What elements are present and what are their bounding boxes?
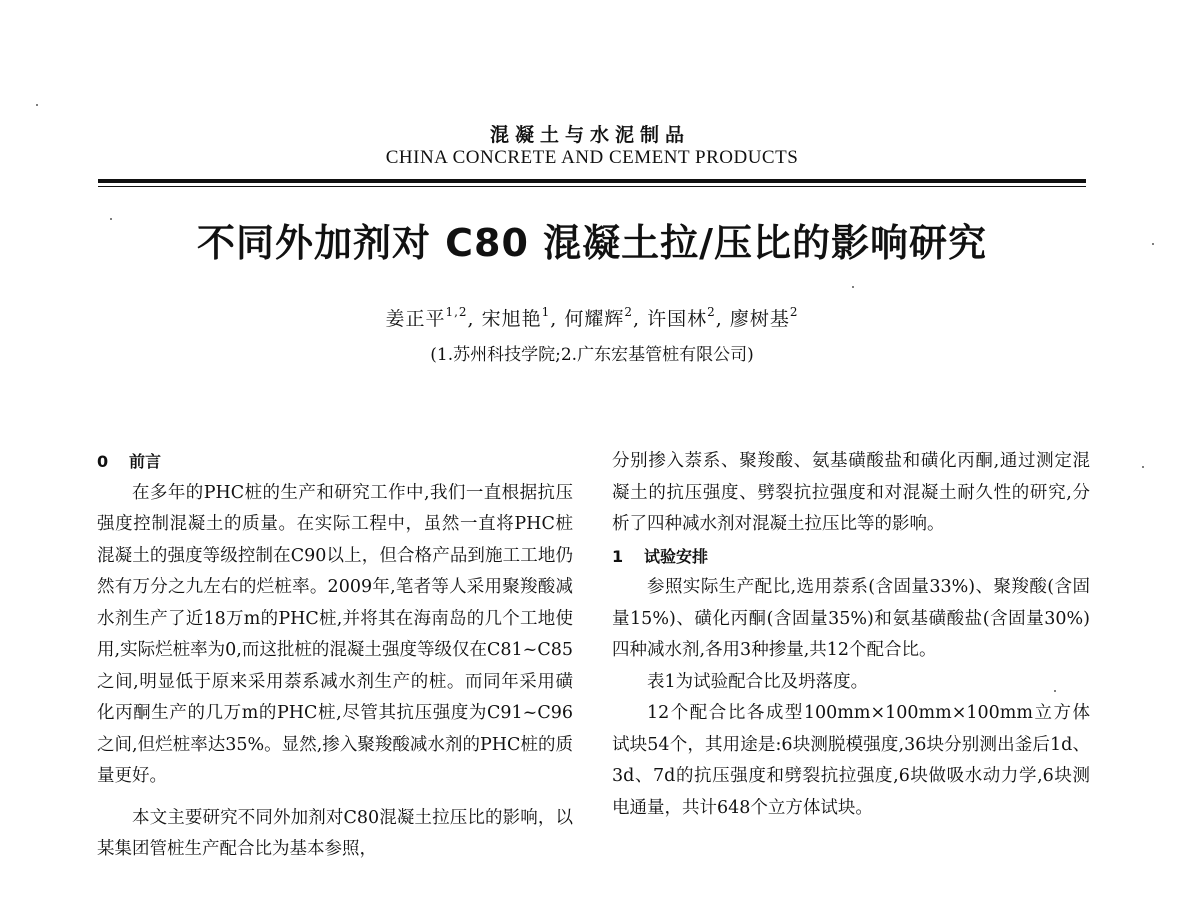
section-number: 0 <box>97 452 109 471</box>
author: 何耀辉$^2$, <box>564 304 641 330</box>
body-paragraph: 本文主要研究不同外加剂对C80混凝土拉压比的影响，以某集团管桩生产配合比为基本参照， <box>97 807 573 859</box>
scan-speck <box>1054 690 1056 692</box>
header-rule-thick <box>98 179 1086 183</box>
body-paragraph: 12个配合比各成型100mm×100mm×100mm立方体试块54个，其用途是:6块测脱模强度,36块分别测出釜后1d、3d、7d的抗压强度和劈裂抗拉强度,6块做吸水动力学,6块测电通量，共计648个立方体试块。 <box>612 703 1090 818</box>
scan-speck <box>36 104 38 106</box>
header-rule-thin <box>98 186 1086 187</box>
scan-speck <box>1142 466 1144 468</box>
author-affiliation-mark: 1,2 <box>445 304 468 319</box>
article-title: 不同外加剂对 C80 混凝土拉/压比的影响研究 <box>196 221 988 265</box>
body-paragraph: 在多年的PHC桩的生产和研究工作中,我们一直根据抗压强度控制混凝土的质量。在实际工程中，虽然一直将PHC桩混凝土的强度等级控制在C90以上，但合格产品到施工工地仍然有万分之九左右的烂桩率。2009年,笔者等人采用聚羧酸减水剂生产了近18万m的PHC桩,并将其在海南岛的几个工地使用,实际烂桩率为0,而这批桩的混凝土强度等级仅在C81~C85之间,明显低于原来采用萘系减水剂生产的桩。而同年采用磺化丙酮生产的几万m的PHC桩,尽管其抗压强度为C91~C96之间,但烂桩率达35%。显然,掺入聚羧酸减水剂的PHC桩的质量更好。 <box>97 482 573 786</box>
journal-name-en: CHINA CONCRETE AND CEMENT PRODUCTS <box>385 147 799 168</box>
body-paragraph: 参照实际生产配比,选用萘系(含固量33%)、聚羧酸(含固量15%)、磺化丙酮(含固量35%)和氨基磺酸盐(含固量30%)四种减水剂,各用3种掺量,共12个配合比。 <box>612 577 1090 660</box>
section-heading-introduction <box>97 446 573 478</box>
author: 廖树基$^2$ <box>729 304 799 330</box>
section-heading-experiment <box>612 541 1090 573</box>
scan-speck <box>1152 243 1154 245</box>
scan-speck <box>110 218 112 220</box>
left-column <box>97 446 573 866</box>
author-affiliation-mark: 1 <box>541 304 551 319</box>
author-list <box>0 304 1184 331</box>
journal-name-cn: 混凝土与水泥制品 <box>489 124 690 146</box>
author: 姜正平$^{1,2}$, <box>385 304 475 330</box>
author: 宋旭艳$^1$, <box>481 304 558 330</box>
right-column <box>612 446 1090 824</box>
section-number: 1 <box>612 546 624 566</box>
author: 许国林$^2$, <box>647 304 723 330</box>
author-affiliation-mark: 2 <box>624 304 634 319</box>
scan-speck <box>852 286 854 288</box>
section-title: 试验安排 <box>644 546 709 566</box>
affiliations: (1.苏州科技学院;2.广东宏基管桩有限公司) <box>430 345 754 365</box>
author-affiliation-mark: 2 <box>789 304 799 319</box>
body-paragraph: 分别掺入萘系、聚羧酸、氨基磺酸盐和磺化丙酮,通过测定混凝土的抗压强度、劈裂抗拉强度和对混凝土耐久性的研究,分析了四种减水剂对混凝土拉压比等的影响。 <box>612 451 1090 534</box>
body-paragraph: 表1为试验配合比及坍落度。 <box>647 671 869 692</box>
author-affiliation-mark: 2 <box>707 304 716 319</box>
section-title: 前言 <box>129 452 162 471</box>
